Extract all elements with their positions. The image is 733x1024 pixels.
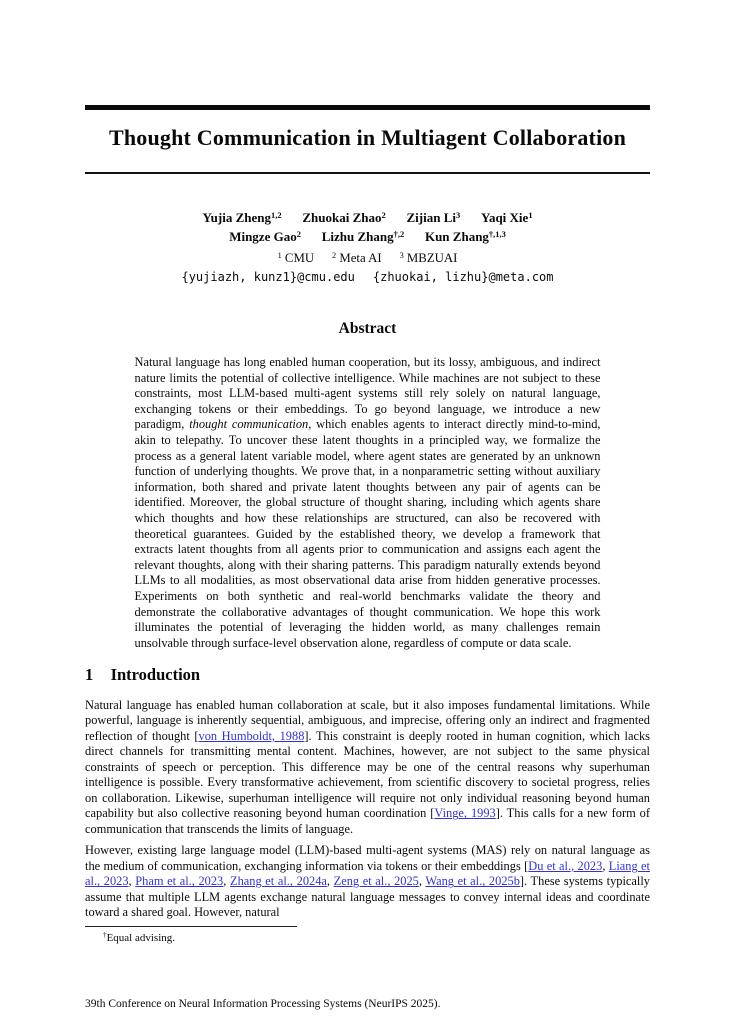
text-run: ]. This constraint is deeply rooted in human cognition, which lacks direct channels for transmitting mental content. Machines, however, are not subject to the same physical constraints of speech or perception. This difference may be one of the central reasons why superhuman intelligence is possible. Every transformative achievement, from scientific discovery to societal progress, relies on collaboration. Likewise, superhuman intelligence will require not only individual reasoning beyond human capability but also collective reasoning beyond human coordination [ (85, 728, 650, 821)
paper-title: Thought Communication in Multiagent Collaboration (108, 125, 627, 150)
text-run: , (128, 874, 136, 889)
author-name: Zhuokai Zhao$^2$ (302, 209, 386, 225)
abstract-heading: Abstract (338, 320, 397, 337)
citation-link[interactable]: Zhang et al., 2024a (230, 874, 327, 889)
text-run: , (223, 874, 230, 889)
author-name: Yujia Zheng$^{1,2}$ (202, 209, 282, 225)
citation-link[interactable]: Pham et al., 2023 (135, 874, 224, 889)
author-name: Mingze Gao$^2$ (229, 228, 301, 244)
author-name: Kun Zhang$^{\dagger,1,3}$ (424, 228, 506, 244)
author-row-2 (85, 227, 650, 246)
author-block (85, 208, 650, 286)
citation-link[interactable]: Du et al., 2023 (528, 858, 603, 873)
footnote-equal-advising (103, 931, 650, 946)
affiliation-row (85, 249, 650, 267)
text-run: , (326, 874, 334, 889)
text-run: ]. This calls for a new form of communication that transcends the limits of language. (85, 806, 651, 836)
citation-link[interactable]: von Humboldt, 1988 (198, 728, 305, 743)
title-rule-top (85, 105, 650, 110)
affiliation: $^1$ CMU (277, 250, 315, 265)
intro-paragraph-1 (85, 698, 650, 838)
text-run: , which enables agents to interact directly mind-to-mind, akin to telepathy. To uncover these latent thoughts in a principled way, we formalize the process as a general latent variable model, where agent states are generated by an unknown function of underlying thoughts. We prove that, in a nonparametric setting without auxiliary information, both shared and private latent thoughts between any pair of agents can be identified. Moreover, the global structure of thought sharing, including which agents share which thoughts and how these relationships are structured, can also be recovered with theoretical guarantees. Guided by the established theory, we develop a framework that extracts latent thoughts from all agents prior to communication and assigns each agent the relevant thoughts, along with their sharing patterns. This paradigm naturally extends beyond LLMs to all modalities, as most observational data arise from hidden generative processes. Experiments on both synthetic and real-world benchmarks validate the theory and demonstrate the collaborative advantages of thought communication. We hope this work illuminates the potential of leveraging the hidden world, as many challenges remain unsolvable through surface-level observation alone, regardless of compute or data scale. (134, 417, 601, 650)
affiliation: $^2$ Meta AI (332, 250, 382, 265)
abstract-text (135, 355, 601, 651)
title-rule-bottom (85, 172, 650, 174)
text-run: , (602, 858, 609, 873)
text-run: , (418, 874, 426, 889)
author-name: Lizhu Zhang$^{\dagger,2}$ (321, 228, 405, 244)
section-heading-introduction (85, 665, 650, 684)
citation-link[interactable]: Liang et al., 2023 (85, 858, 650, 889)
text-run: Natural language has long enabled human cooperation, but its lossy, ambiguous, and indirect nature limits the potential of collective intelligence. While machines are not subject to these constraints, most LLM-based multi-agent systems still rely solely on natural language, exchanging tokens or their embeddings. To go beyond language, we introduce a new paradigm, (134, 355, 601, 432)
text-run: However, existing large language model (LLM)-based multi-agent systems (MAS) rely on natural language as the medium of communication, exchanging information via tokens or their embeddings [ (85, 843, 650, 873)
section-title: Introduction (110, 665, 201, 685)
footnote-text: Equal advising. (106, 931, 176, 944)
emphasis-text: thought communication (189, 417, 309, 432)
email-group: {zhuokai, lizhu}@meta.com (372, 270, 554, 284)
citation-link[interactable]: Wang et al., 2025b (425, 874, 520, 889)
author-name: Yaqi Xie$^1$ (481, 209, 533, 225)
section-number: 1 (85, 665, 94, 685)
affiliation: $^3$ MBZUAI (399, 250, 458, 265)
author-name: Zijian Li$^3$ (406, 209, 461, 225)
text-run: ]. These systems typically assume that multiple LLM agents exchange natural language messages to convey internal ideas and coordinate toward a shared goal. However, natural (85, 874, 650, 920)
text-run: Natural language has enabled human collaboration at scale, but it also imposes fundamental limitations. While powerful, language is inherently sequential, ambiguous, and imprecise, offering only an indirect and fragmented reflection of thought [ (85, 697, 650, 743)
footnote-rule (85, 926, 297, 927)
citation-link[interactable]: Vinge, 1993 (434, 806, 496, 821)
conference-footer: 39th Conference on Neural Information Processing Systems (NeurIPS 2025). (85, 998, 441, 1010)
intro-paragraph-2 (85, 843, 650, 921)
author-emails (85, 268, 650, 286)
author-row-1 (85, 208, 650, 227)
footnote-marker: † (103, 931, 107, 940)
citation-link[interactable]: Zeng et al., 2025 (333, 874, 419, 889)
email-group: {yujiazh, kunz1}@cmu.edu (181, 270, 355, 284)
